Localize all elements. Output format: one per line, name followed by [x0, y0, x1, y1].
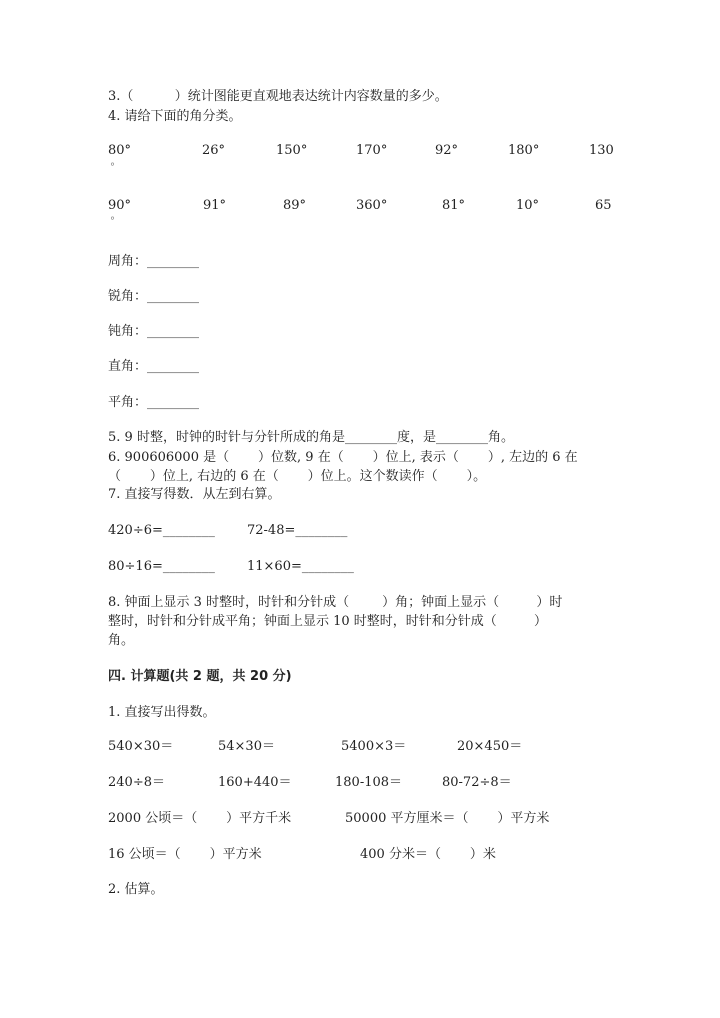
calc-item: 80-72÷8＝ — [442, 775, 512, 790]
question-4: 4. 请给下面的角分类。 — [108, 109, 242, 124]
question-8: 8. 钟面上显示 3 时整时，时针和分针成（ ）角；钟面上显示（ ）时 — [108, 595, 563, 610]
calc-item: 5400×3＝ — [341, 739, 407, 754]
q7-item: 11×60=________ — [247, 559, 354, 574]
angle-item: 10° — [516, 198, 540, 213]
calc-item: 160+440＝ — [218, 775, 292, 790]
question-6: 6. 900606000 是（ ）位数, 9 在（ ）位上, 表示（ ）, 左边的 6 在 — [108, 450, 578, 465]
angle-item: 26° — [202, 143, 226, 158]
angle-item: 180° — [508, 143, 540, 158]
category-right: 直角：________ — [108, 359, 200, 374]
angle-item: 89° — [283, 198, 307, 213]
category-full-angle: 周角：________ — [108, 254, 200, 269]
category-straight: 平角：________ — [108, 395, 200, 410]
calc-item: 240÷8＝ — [108, 775, 165, 790]
q7-item: 80÷16=________ — [108, 559, 215, 574]
angle-item: 92° — [435, 143, 459, 158]
section4-question-1: 1. 直接写出得数。 — [108, 705, 216, 720]
conversion-item: 400 分米＝（ ）米 — [360, 847, 496, 862]
question-3: 3.（ ）统计图能更直观地表达统计内容数量的多少。 — [108, 89, 448, 104]
conversion-item: 2000 公顷＝（ ）平方千米 — [108, 811, 292, 826]
section4-question-2: 2. 估算。 — [108, 882, 164, 897]
calc-item: 540×30＝ — [108, 739, 174, 754]
conversion-item: 16 公顷＝（ ）平方米 — [108, 847, 262, 862]
angle-item: 150° — [276, 143, 308, 158]
angle-item: 360° — [356, 198, 388, 213]
angle-item: 80° — [108, 143, 132, 158]
category-acute: 锐角：________ — [108, 289, 200, 304]
angle-item: 170° — [356, 143, 388, 158]
angle-item: 65 — [595, 198, 612, 213]
angle-item: 91° — [203, 198, 227, 213]
degree-wrap: ° — [110, 162, 115, 173]
calc-item: 180-108＝ — [335, 775, 403, 790]
angle-item: 130 — [589, 143, 614, 158]
category-obtuse: 钝角：________ — [108, 324, 200, 339]
question-7: 7. 直接写得数．从左到右算。 — [108, 487, 281, 502]
q7-item: 420÷6=________ — [108, 523, 215, 538]
question-5: 5. 9 时整，时钟的时针与分针所成的角是________度，是________角。 — [108, 430, 514, 445]
conversion-item: 50000 平方厘米＝（ ）平方米 — [345, 811, 550, 826]
q7-item: 72-48=________ — [247, 523, 348, 538]
degree-wrap: ° — [110, 216, 115, 227]
angle-item: 90° — [108, 198, 132, 213]
angle-item: 81° — [442, 198, 466, 213]
question-8-cont: 整时，时针和分针成平角；钟面上显示 10 时整时，时针和分针成（ ） — [108, 614, 547, 629]
calc-item: 20×450＝ — [457, 739, 523, 754]
calc-item: 54×30＝ — [218, 739, 275, 754]
question-6-cont: （ ）位上, 右边的 6 在（ ）位上。这个数读作（ ）。 — [108, 469, 487, 484]
section-heading: 四. 计算题(共 2 题，共 20 分) — [108, 669, 292, 684]
question-8-cont: 角。 — [108, 633, 135, 648]
